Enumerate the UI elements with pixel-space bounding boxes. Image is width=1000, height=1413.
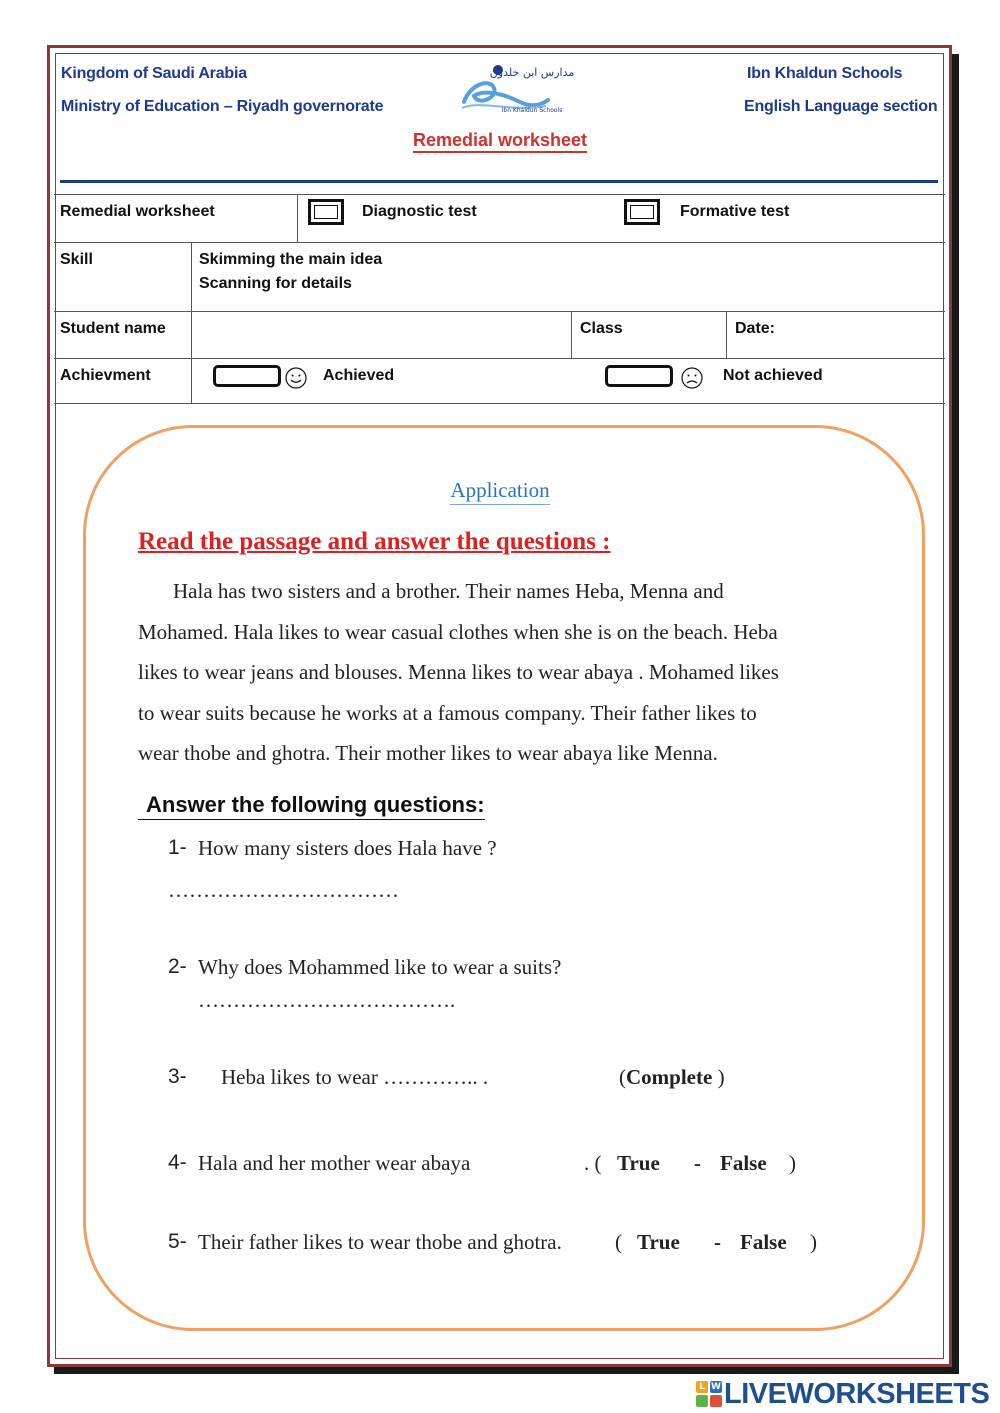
question-2-answer-line[interactable]: ………………………………. [198, 988, 456, 1012]
ministry-line-2: Ministry of Education – Riyadh governorate [61, 98, 384, 115]
question-1-text: How many sisters does Hala have ? [198, 836, 497, 860]
question-4-text: Hala and her mother wear abaya [198, 1151, 471, 1175]
question-4-number: 4- [168, 1151, 187, 1174]
achievement-row [54, 358, 945, 403]
question-5-separator: - [714, 1230, 721, 1254]
diagnostic-test-label: Diagnostic test [362, 203, 477, 220]
header-rule [60, 180, 938, 183]
passage-line-1: Hala has two sisters and a brother. Their names Heba, Menna and [173, 579, 724, 603]
question-3-hint: (Complete ) [619, 1065, 725, 1089]
question-5-false-option[interactable]: False [740, 1230, 787, 1254]
liveworksheets-logo-icon: L W [696, 1381, 722, 1407]
formative-test-label: Formative test [680, 203, 790, 220]
diagnostic-checkbox[interactable] [308, 199, 344, 225]
student-name-label: Student name [60, 320, 166, 337]
liveworksheets-brand [696, 1376, 989, 1412]
achieved-checkbox[interactable] [213, 365, 281, 387]
ministry-line-1: Kingdom of Saudi Arabia [61, 65, 247, 82]
question-1-answer-line[interactable]: …………………………… [168, 878, 399, 902]
school-logo [460, 62, 575, 122]
question-1-number: 1- [168, 836, 187, 859]
passage-line-5: wear thobe and ghotra. Their mother likes to wear abaya like Menna. [138, 741, 718, 765]
skill-value [193, 243, 382, 311]
liveworksheets-wordmark: LIVEWORKSHEETS [724, 1377, 990, 1410]
question-5-open: ( [615, 1230, 622, 1254]
question-4-true-option[interactable]: True [617, 1151, 660, 1175]
sad-face-icon [680, 366, 704, 390]
class-label: Class [580, 320, 623, 337]
question-2-text: Why does Mohammed like to wear a suits? [198, 955, 562, 979]
type-row [54, 194, 945, 242]
not-achieved-label: Not achieved [723, 367, 823, 384]
question-5-text: Their father likes to wear thobe and ghotra. [198, 1230, 562, 1254]
questions-heading: Answer the following questions: [138, 792, 485, 820]
student-row [54, 311, 945, 358]
passage-line-2: Mohamed. Hala likes to wear casual clothes when she is on the beach. Heba [138, 619, 778, 644]
skill-row [54, 242, 945, 311]
skill-line-skimming: Skimming the main idea [199, 251, 383, 268]
passage-line-4: to wear suits because he works at a famous company. Their father likes to [138, 700, 757, 725]
logo-arabic-text: مدارس ابن خلدون [489, 66, 575, 79]
remedial-worksheet-label: Remedial worksheet [60, 203, 215, 220]
formative-checkbox[interactable] [624, 199, 660, 225]
achievement-label: Achievment [60, 367, 151, 384]
school-name: Ibn Khaldun Schools [747, 65, 903, 82]
question-2-number: 2- [168, 955, 187, 978]
skill-line-scanning: Scanning for details [199, 275, 352, 292]
question-5-number: 5- [168, 1230, 187, 1253]
question-4-open: . ( [584, 1151, 602, 1175]
question-4-false-option[interactable]: False [720, 1151, 767, 1175]
worksheet-title: Remedial worksheet [0, 130, 1000, 151]
skill-label: Skill [60, 251, 93, 268]
application-title: Application [0, 478, 1000, 503]
question-3-number: 3- [168, 1065, 187, 1088]
achieved-label: Achieved [323, 367, 395, 384]
logo-english-text: Ibn Khaldun Schools [501, 107, 563, 114]
question-4-separator: - [694, 1151, 701, 1175]
question-5-true-option[interactable]: True [637, 1230, 680, 1254]
school-section: English Language section [744, 98, 938, 115]
question-5-close: ) [810, 1230, 817, 1254]
not-achieved-checkbox[interactable] [605, 365, 673, 387]
date-label: Date: [735, 320, 776, 337]
instruction: Read the passage and answer the questions : [138, 528, 611, 555]
passage-line-3: likes to wear jeans and blouses. Menna likes to wear abaya . Mohamed likes [138, 660, 779, 684]
reading-passage [138, 571, 868, 774]
student-name-field[interactable] [192, 312, 571, 358]
smiley-face-icon [284, 366, 308, 390]
question-4-close: ) [789, 1151, 796, 1175]
question-3-text[interactable]: Heba likes to wear ………….. . [221, 1065, 489, 1089]
